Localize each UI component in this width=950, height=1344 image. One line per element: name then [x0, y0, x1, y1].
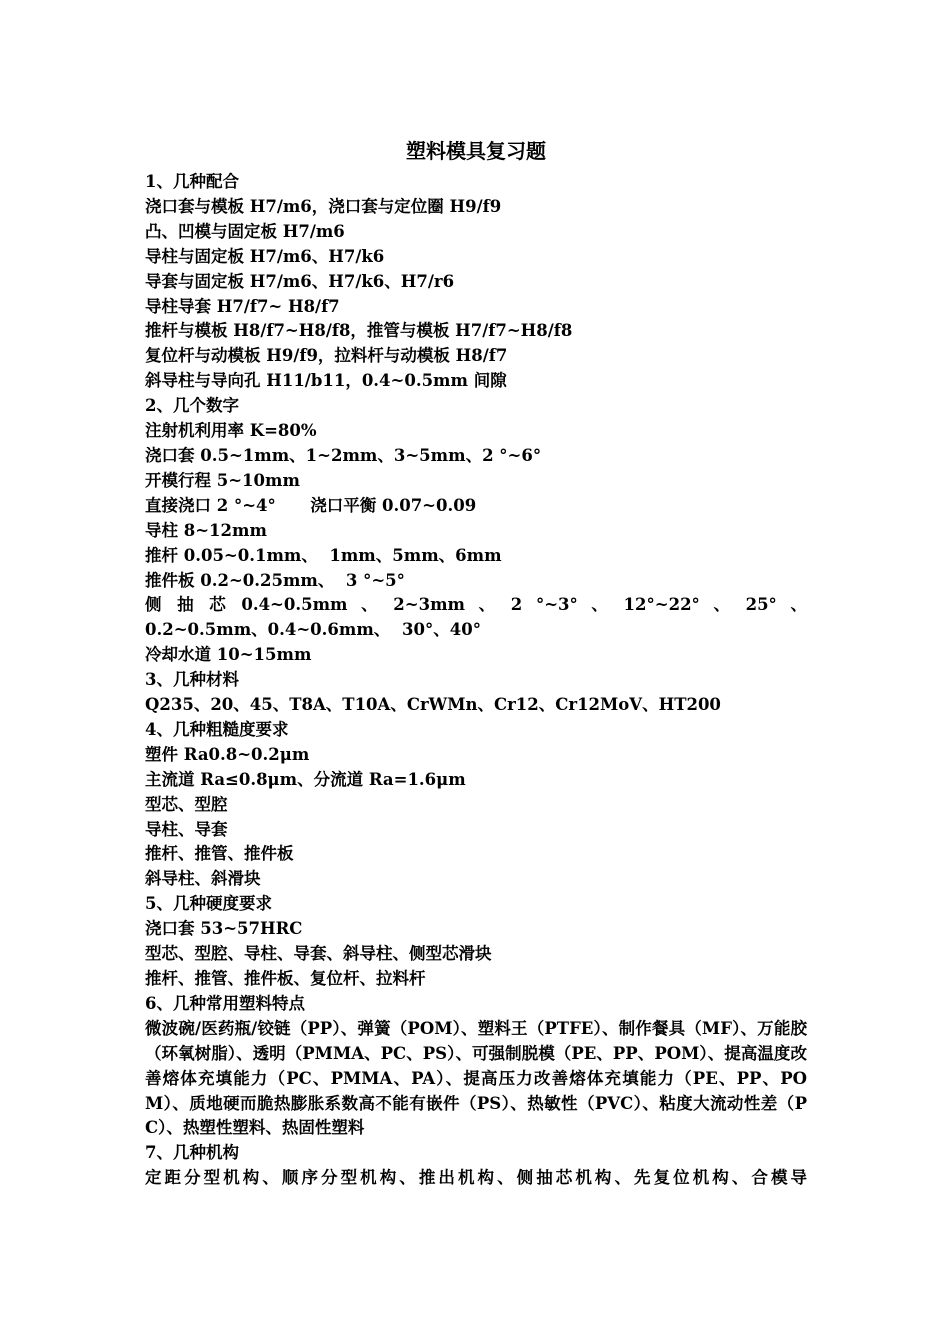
text-line: 导套与固定板 H7/m6、H7/k6、H7/r6	[145, 271, 455, 291]
side-core-paragraph: 侧 抽 芯 0.4~0.5mm 、 2~3mm 、 2 °~3° 、 12°~22° 、 25° 、 0.2~0.5mm、0.4~0.6mm、 30°、40°	[145, 595, 807, 640]
text-line: 型芯、型腔、导柱、导套、斜导柱、侧型芯滑块	[145, 944, 492, 964]
section-materials-roughness-hardness	[145, 643, 807, 1017]
text-line: 斜导柱与导向孔 H11/b11，0.4~0.5mm 间隙	[145, 371, 507, 391]
text-line: 导柱导套 H7/f7~ H8/f7	[145, 296, 340, 316]
section-heading: 7、几种机构	[145, 1143, 239, 1163]
document-title: 塑料模具复习题	[406, 139, 546, 163]
text-line: 冷却水道 10~15mm	[145, 645, 312, 665]
text-line: 推杆、推管、推件板	[145, 844, 294, 864]
text-line: Q235、20、45、T8A、T10A、CrWMn、Cr12、Cr12MoV、HT200	[145, 695, 721, 715]
text-line: 开模行程 5~10mm	[145, 470, 300, 490]
text-line: 推杆 0.05~0.1mm、 1mm、5mm、6mm	[145, 545, 502, 565]
text-line: 塑件 Ra0.8~0.2μm	[145, 744, 310, 764]
text-line: 斜导柱、斜滑块	[145, 869, 261, 889]
text-line: 导柱 8~12mm	[145, 520, 267, 540]
text-line: 导柱与固定板 H7/m6、H7/k6	[145, 246, 385, 266]
document-page	[145, 136, 807, 1191]
text-line: 复位杆与动模板 H9/f9，拉料杆与动模板 H8/f7	[145, 346, 508, 366]
text-line: 浇口套 0.5~1mm、1~2mm、3~5mm、2 °~6°	[145, 445, 542, 465]
text-line: 浇口套 53~57HRC	[145, 919, 303, 939]
text-line: 导柱、导套	[145, 819, 228, 839]
text-line: 注射机利用率 K=80%	[145, 421, 317, 441]
text-line: 推杆、推管、推件板、复位杆、拉料杆	[145, 969, 426, 988]
text-line: 直接浇口 2 °~4° 浇口平衡 0.07~0.09	[145, 495, 477, 515]
section-heading: 3、几种材料	[145, 670, 239, 690]
section-heading: 6、几种常用塑料特点	[145, 993, 305, 1013]
section-heading: 4、几种粗糙度要求	[145, 719, 289, 739]
text-line: 主流道 Ra≤0.8μm、分流道 Ra=1.6μm	[145, 769, 466, 789]
text-line: 1、几种配合	[145, 172, 239, 191]
text-line: 推杆与模板 H8/f7~H8/f8，推管与模板 H7/f7~H8/f8	[145, 321, 573, 341]
section-fits-and-numbers	[145, 170, 807, 643]
text-line: 凸、凹模与固定板 H7/m6	[145, 221, 345, 241]
text-line: 型芯、型腔	[145, 794, 228, 814]
mechanisms-paragraph: 定距分型机构、顺序分型机构、推出机构、侧抽芯机构、先复位机构、合模导	[145, 1168, 807, 1188]
section-heading: 2、几个数字	[145, 396, 239, 416]
text-line: 推件板 0.2~0.25mm、 3 °~5°	[145, 570, 405, 590]
text-line: 浇口套与模板 H7/m6，浇口套与定位圈 H9/f9	[145, 196, 502, 216]
section-heading: 5、几种硬度要求	[145, 894, 272, 914]
plastics-paragraph: 微波碗/医药瓶/铰链（PP）、弹簧（POM）、塑料王（PTFE）、制作餐具（MF）、万能胶（环氧树脂）、透明（PMMA、PC、PS）、可强制脱模（PE、PP、POM）、提高温度改善熔体充填能力（PC、PMMA、PA）、提高压力改善熔体充填能力（PE、PP、POM）、质地硬而脆热膨胀系数高不能有嵌件（PS）、热敏性（PVC）、粘度大流动性差（PC）、热塑性塑料、热固性塑料	[145, 1018, 807, 1138]
